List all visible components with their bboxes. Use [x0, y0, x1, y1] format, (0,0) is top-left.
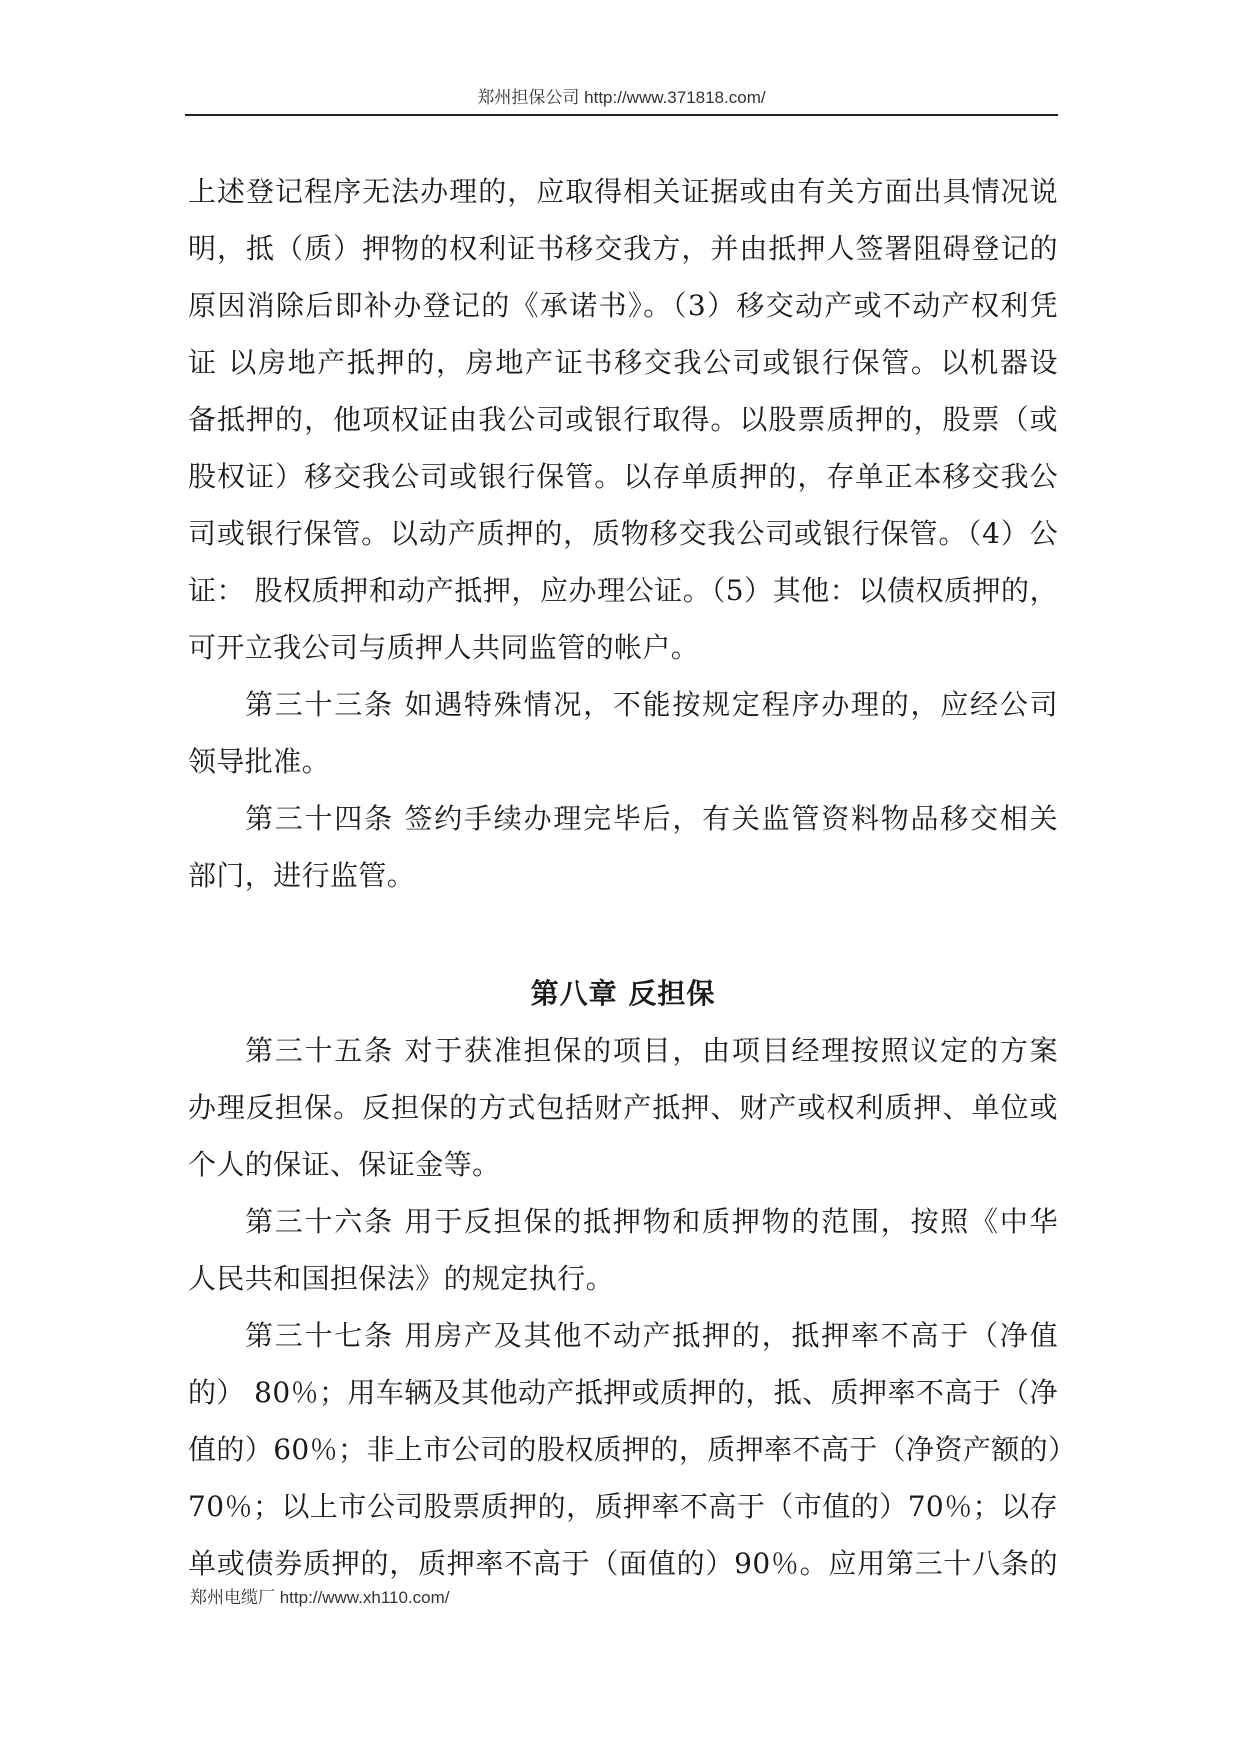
article-35-line: 个人的保证、保证金等。 [188, 1148, 501, 1181]
paragraph-line: 备抵押的，他项权证由我公司或银行取得。以股票质押的，股票（或 [188, 403, 1058, 436]
page-header: 郑州担保公司 http://www.371818.com/ [477, 88, 766, 107]
article-35-line: 办理反担保。反担保的方式包括财产抵押、财产或权利质押、单位或 [188, 1091, 1058, 1124]
document-body [188, 163, 1077, 1592]
paragraph-line: 证 以房地产抵押的，房地产证书移交我公司或银行保管。以机器设 [188, 346, 1058, 379]
article-34-line: 第三十四条 签约手续办理完毕后，有关监管资料物品移交相关 [245, 802, 1058, 835]
article-36-line: 人民共和国担保法》的规定执行。 [188, 1262, 615, 1295]
article-33-line: 第三十三条 如遇特殊情况，不能按规定程序办理的，应经公司 [245, 688, 1058, 721]
section-gap [188, 904, 1058, 965]
article-36-line: 第三十六条 用于反担保的抵押物和质押物的范围，按照《中华 [245, 1205, 1058, 1238]
article-37-line: 值的）60％；非上市公司的股权质押的，质押率不高于（净资产额的） [188, 1433, 1077, 1466]
article-35-line: 第三十五条 对于获准担保的项目，由项目经理按照议定的方案 [245, 1034, 1058, 1067]
chapter-title: 第八章 反担保 [530, 977, 716, 1010]
paragraph-line: 明，抵（质）押物的权利证书移交我方，并由抵押人签署阻碍登记的 [188, 232, 1058, 265]
article-37-line: 的） 80％；用车辆及其他动产抵押或质押的，抵、质押率不高于（净 [188, 1376, 1058, 1409]
paragraph-line: 可开立我公司与质押人共同监管的帐户。 [188, 631, 700, 664]
paragraph-line: 上述登记程序无法办理的，应取得相关证据或由有关方面出具情况说 [188, 175, 1058, 208]
article-37-line: 第三十七条 用房产及其他不动产抵押的，抵押率不高于（净值 [245, 1319, 1058, 1352]
paragraph-line: 证： 股权质押和动产抵押，应办理公证。（5）其他：以债权质押的， [188, 574, 1058, 607]
article-34-line: 部门，进行监管。 [188, 859, 416, 892]
paragraph-line: 司或银行保管。以动产质押的，质物移交我公司或银行保管。（4）公 [188, 517, 1058, 550]
article-37-line: 70％；以上市公司股票质押的，质押率不高于（市值的）70％；以存 [188, 1490, 1058, 1523]
article-37-line: 单或债券质押的，质押率不高于（面值的）90％。应用第三十八条的 [188, 1547, 1058, 1580]
article-33-line: 领导批准。 [188, 745, 331, 778]
page-footer: 郑州电缆厂 http://www.xh110.com/ [190, 1588, 450, 1607]
header-rule [185, 114, 1058, 116]
paragraph-line: 原因消除后即补办登记的《承诺书》。（3）移交动产或不动产权利凭 [188, 289, 1058, 322]
paragraph-line: 股权证）移交我公司或银行保管。以存单质押的，存单正本移交我公 [188, 460, 1058, 493]
